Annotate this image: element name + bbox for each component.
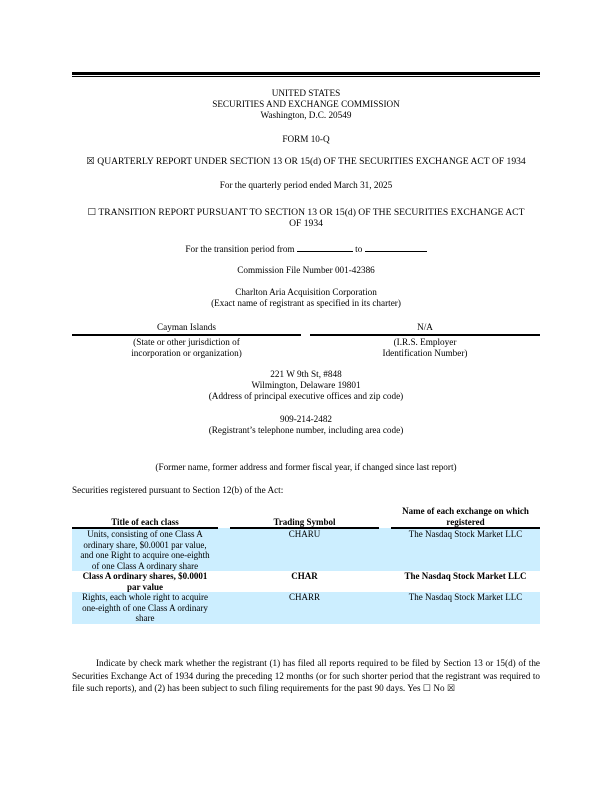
header-country: UNITED STATES xyxy=(271,88,341,98)
yes-checkbox-unchecked-icon[interactable]: ☐ xyxy=(422,683,432,693)
jurisdiction-caption-line2: incorporation or organization) xyxy=(131,348,242,358)
trading-symbol: CHAR xyxy=(291,571,318,581)
securities-table-header xyxy=(72,506,540,528)
transition-to-blank xyxy=(365,242,427,252)
trading-symbol: CHARU xyxy=(230,528,379,571)
col-header-symbol: Trading Symbol xyxy=(230,506,379,528)
jurisdiction-caption-line1: (State or other jurisdiction of xyxy=(133,337,240,347)
transition-report-label: TRANSITION REPORT PURSUANT TO SECTION 13 OR 15(d) OF THE SECURITIES EXCHANGE ACT xyxy=(98,207,525,218)
quarterly-report-option xyxy=(72,156,540,167)
exchange-name: The Nasdaq Stock Market LLC xyxy=(404,571,527,581)
header-agency: SECURITIES AND EXCHANGE COMMISSION xyxy=(212,99,400,109)
no-label: No xyxy=(433,683,445,693)
registrant-name-caption: (Exact name of registrant as specified in its charter) xyxy=(211,298,401,308)
irs-underline xyxy=(310,334,540,336)
address-caption: (Address of principal executive offices and zip code) xyxy=(208,391,404,401)
transition-period-prefix: For the transition period from xyxy=(185,244,295,254)
jurisdiction-value: Cayman Islands xyxy=(157,322,216,332)
registrant-name: Charlton Aria Acquisition Corporation xyxy=(235,287,377,297)
header-block xyxy=(72,88,540,121)
jurisdiction-caption xyxy=(72,337,301,359)
phone-block xyxy=(72,414,540,436)
address-line2: Wilmington, Delaware 19801 xyxy=(251,380,361,390)
transition-from-blank xyxy=(297,242,353,252)
table-row xyxy=(72,592,540,624)
registrant-name-block xyxy=(72,287,540,309)
irs-number-value: N/A xyxy=(417,322,433,332)
header-city: Washington, D.C. 20549 xyxy=(260,110,352,120)
top-rule-thin xyxy=(72,76,540,77)
former-name-caption: (Former name, former address and former fiscal year, if changed since last report) xyxy=(155,462,457,472)
security-title: Units, consisting of one Class A ordinary share, $0.0001 par value, and one Right to acquire one-eighth of one Class A ordinary share xyxy=(72,528,218,571)
no-checkbox-checked-icon[interactable]: ☒ xyxy=(446,683,456,693)
jurisdiction-underline xyxy=(72,334,301,336)
security-title: Rights, each whole right to acquire one-eighth of one Class A ordinary share xyxy=(72,592,218,624)
phone-number: 909-214-2482 xyxy=(279,414,333,424)
top-rule-thick xyxy=(72,72,540,75)
quarterly-checkbox-checked-icon: ☒ xyxy=(86,156,95,167)
security-title: Class A ordinary shares, $0.0001 par value xyxy=(82,571,208,592)
transition-period xyxy=(72,242,540,255)
col-header-title: Title of each class xyxy=(72,506,218,528)
securities-intro: Securities registered pursuant to Section 12(b) of the Act: xyxy=(72,485,284,495)
col-header-exchange: Name of each exchange on which registered xyxy=(391,506,540,528)
phone-caption: (Registrant’s telephone number, including area code) xyxy=(208,425,404,435)
securities-table xyxy=(72,506,540,624)
irs-caption-line2: Identification Number) xyxy=(382,348,468,358)
exchange-name: The Nasdaq Stock Market LLC xyxy=(391,528,540,571)
address-line1: 221 W 9th St, #848 xyxy=(270,369,342,379)
trading-symbol: CHARR xyxy=(230,592,379,624)
table-row xyxy=(72,571,540,592)
transition-checkbox-unchecked-icon: ☐ xyxy=(87,207,97,218)
yes-label: Yes xyxy=(407,683,421,693)
filing-status-text: Indicate by check mark whether the registrant (1) has filed all reports required to be filed by Section 13 or 15(d) of the Securities Exchange Act of 1934 during the preceding 12 months (or for such shorter period that the registrant was required to file such reports), and (2) has been subject to such filing requirements for the past 90 days. xyxy=(72,658,540,693)
transition-period-mid: to xyxy=(355,244,363,254)
filing-status-paragraph xyxy=(72,657,540,695)
quarterly-period: For the quarterly period ended March 31, 2025 xyxy=(219,180,393,190)
transition-report-label-cont: OF 1934 xyxy=(289,218,323,229)
irs-caption-line1: (I.R.S. Employer xyxy=(393,337,457,347)
table-row xyxy=(72,528,540,571)
address-block xyxy=(72,369,540,402)
form-type: FORM 10-Q xyxy=(282,134,330,144)
irs-caption xyxy=(310,337,540,359)
commission-file-number: Commission File Number 001-42386 xyxy=(237,265,375,275)
exchange-name: The Nasdaq Stock Market LLC xyxy=(391,592,540,624)
quarterly-report-label: QUARTERLY REPORT UNDER SECTION 13 OR 15(d) OF THE SECURITIES EXCHANGE ACT OF 1934 xyxy=(97,156,526,167)
transition-report-option xyxy=(72,207,540,229)
